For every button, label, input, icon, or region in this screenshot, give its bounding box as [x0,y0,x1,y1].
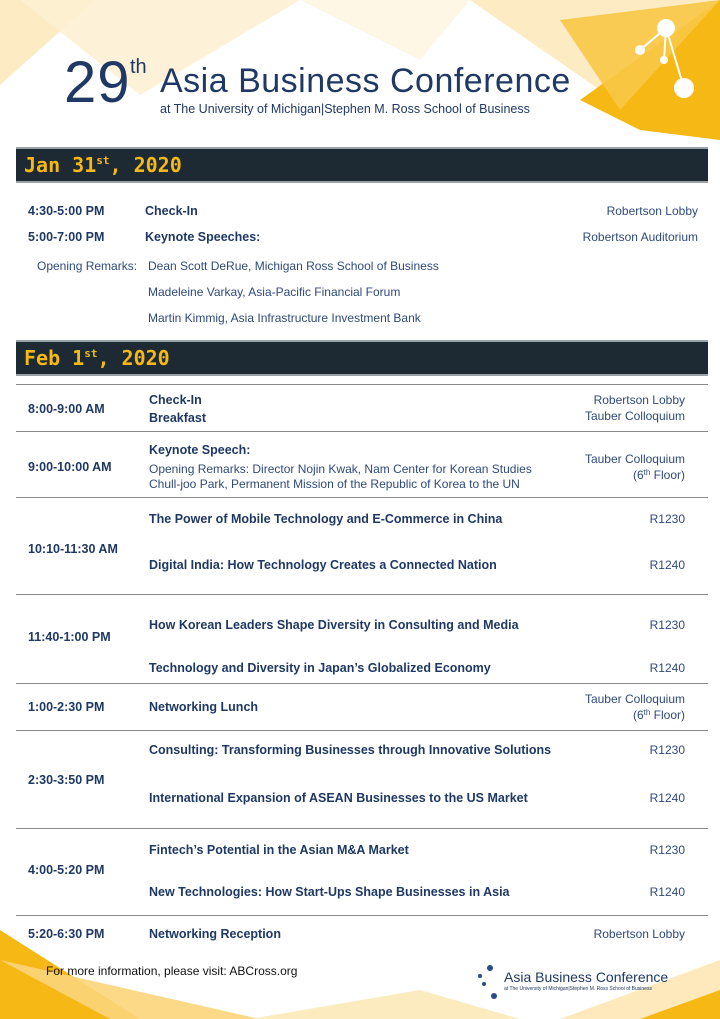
divider [16,828,708,829]
opening-remarks-label: Opening Remarks: [37,259,138,273]
divider [16,384,708,385]
schedule-event: Keynote Speech: [149,443,251,457]
schedule-time: 4:30-5:00 PM [28,204,105,218]
schedule-event: New Technologies: How Start-Ups Shape Businesses in Asia [149,885,510,899]
schedule-time: 11:40-1:00 PM [28,630,111,644]
footer-logo-subtitle: at The University of Michigan|Stephen M. Ross School of Business [504,986,652,992]
schedule-room: R1230 [649,843,685,857]
schedule-location: Tauber Colloquium [584,409,685,423]
schedule-time: 10:10-11:30 AM [28,542,118,556]
day-label: Jan 31st, 2020 [24,153,182,177]
schedule-location-floor: (6th Floor) [632,468,685,482]
divider [16,683,708,684]
schedule-event: Digital India: How Technology Creates a Connected Nation [149,558,497,572]
speaker-item: Dean Scott DeRue, Michigan Ross School of Business [148,259,439,273]
schedule-room: R1230 [649,743,685,757]
schedule-event: International Expansion of ASEAN Businesses to the US Market [149,791,528,805]
schedule-room: R1230 [649,512,685,526]
schedule-location-floor: (6th Floor) [632,708,685,722]
conference-number-suffix: th [130,56,147,78]
day-bar-jan-31 [16,147,708,183]
conference-number: 29 [64,50,131,115]
schedule-event: The Power of Mobile Technology and E-Commerce in China [149,512,503,526]
divider [16,431,708,432]
day-label: Feb 1st, 2020 [24,346,170,370]
schedule-room: R1240 [649,661,685,675]
schedule-time: 2:30-3:50 PM [28,773,105,787]
schedule-event: Networking Reception [149,927,281,941]
conference-subtitle: at The University of Michigan|Stephen M. Ross School of Business [160,102,530,116]
schedule-time: 8:00-9:00 AM [28,402,105,416]
schedule-event: Networking Lunch [149,700,259,714]
day-bar-feb-1 [16,340,708,376]
schedule-event: Check-In [149,393,202,407]
schedule-time: 9:00-10:00 AM [28,460,112,474]
schedule-room: R1240 [649,885,685,899]
schedule-event: Technology and Diversity in Japan’s Globalized Economy [149,661,491,675]
schedule-location: Robertson Lobby [606,204,698,218]
speaker-item: Opening Remarks: Director Nojin Kwak, Nam Center for Korean Studies [149,462,532,476]
footer-info-text: For more information, please visit: ABCross.org [46,964,298,978]
schedule-room: R1240 [649,558,685,572]
schedule-location: Robertson Auditorium [582,230,698,244]
schedule-room: R1230 [649,618,685,632]
schedule-room: R1240 [649,791,685,805]
divider [16,594,708,595]
schedule-location: Tauber Colloquium [584,452,685,466]
schedule-event: Consulting: Transforming Businesses through Innovative Solutions [149,743,552,757]
speaker-item: Martin Kimmig, Asia Infrastructure Investment Bank [148,311,421,325]
schedule-event: How Korean Leaders Shape Diversity in Consulting and Media [149,618,519,632]
schedule-time: 5:00-7:00 PM [28,230,105,244]
divider [16,497,708,498]
speaker-item: Chull-joo Park, Permanent Mission of the Republic of Korea to the UN [149,477,520,491]
conference-title: Asia Business Conference [160,62,571,100]
divider [16,730,708,731]
schedule-time: 1:00-2:30 PM [28,700,105,714]
schedule-time: 4:00-5:20 PM [28,863,105,877]
schedule-location: Tauber Colloquium [584,692,685,706]
schedule-location: Robertson Lobby [593,393,685,407]
schedule-event: Fintech’s Potential in the Asian M&A Market [149,843,409,857]
schedule-location: Robertson Lobby [593,927,685,941]
footer-logo-title: Asia Business Conference [504,969,669,985]
schedule-event: Check-In [145,204,198,218]
speaker-item: Madeleine Varkay, Asia-Pacific Financial Forum [148,285,401,299]
schedule-event: Breakfast [149,411,206,425]
schedule-time: 5:20-6:30 PM [28,927,105,941]
schedule-event: Keynote Speeches: [145,230,261,244]
divider [16,915,708,916]
